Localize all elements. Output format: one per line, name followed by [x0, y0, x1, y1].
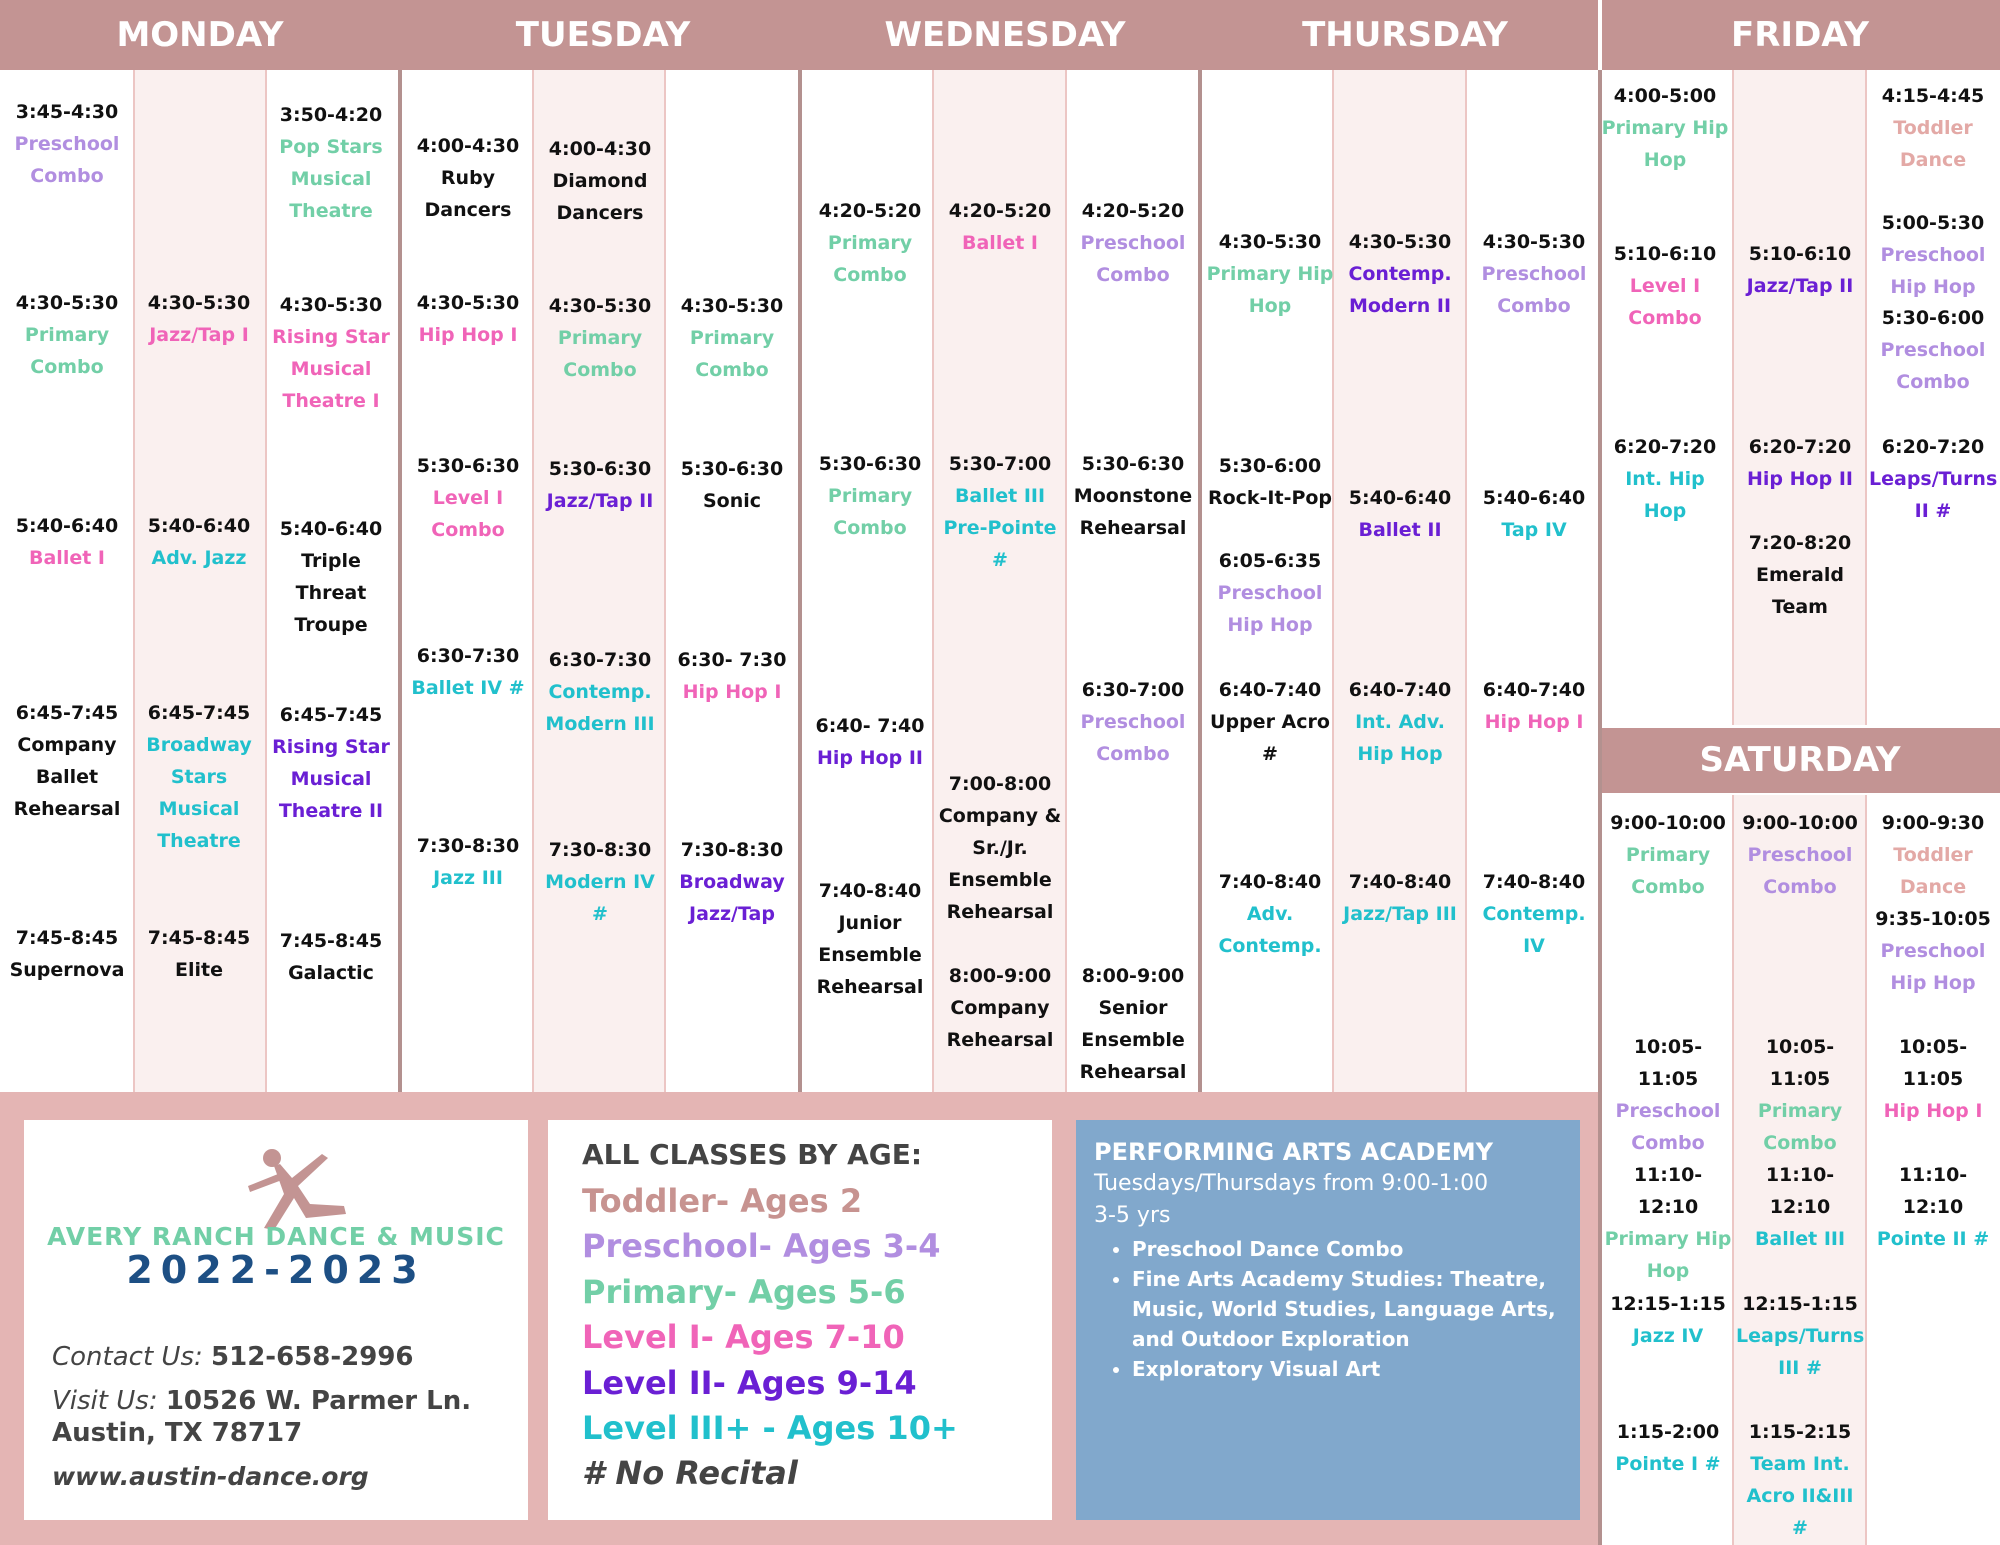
class-cell	[1869, 431, 1997, 527]
class-name: Preschool Combo	[1615, 1100, 1721, 1154]
class-name: Ballet IV #	[411, 677, 525, 699]
class-cell	[404, 830, 532, 894]
class-name: Jazz IV	[1632, 1325, 1704, 1347]
class-name: Int. Hip Hop	[1625, 468, 1705, 522]
class-time: 5:40-6:40	[279, 518, 383, 540]
class-cell	[536, 133, 664, 229]
class-time: 4:30-5:30	[1348, 231, 1452, 253]
class-time: 11:10-12:10	[1633, 1164, 1703, 1218]
day-separator	[798, 70, 802, 1092]
class-cell	[1736, 238, 1864, 302]
class-cell	[1470, 866, 1598, 962]
class-name: Upper Acro #	[1210, 711, 1330, 765]
class-time: 5:30-6:30	[548, 458, 652, 480]
class-name: Company & Sr./Jr. Ensemble Rehearsal	[938, 805, 1062, 923]
class-time: 7:45-8:45	[279, 930, 383, 952]
visit-label: Visit Us:	[52, 1386, 158, 1416]
class-time: 5:00-5:30	[1881, 212, 1985, 234]
class-cell	[404, 640, 532, 704]
class-name: Moonstone Rehearsal	[1073, 485, 1193, 539]
class-name: Tap IV	[1501, 519, 1567, 541]
class-name: Hip Hop I	[1484, 711, 1584, 733]
contact-label: Contact Us:	[52, 1342, 203, 1372]
class-time: 6:40-7:40	[1482, 679, 1586, 701]
class-name: Senior Ensemble Rehearsal	[1079, 997, 1187, 1083]
class-cell	[1336, 226, 1464, 322]
age-primary: Primary- Ages 5-6	[582, 1273, 906, 1311]
class-time: 12:15-1:15	[1742, 1293, 1858, 1315]
class-cell	[668, 453, 796, 517]
class-cell	[137, 287, 262, 351]
class-name: Pointe II #	[1876, 1228, 1990, 1250]
academy-title: PERFORMING ARTS ACADEMY	[1094, 1138, 1494, 1166]
grid-line	[1865, 795, 1867, 1545]
class-name: Primary Combo	[1625, 844, 1711, 898]
class-name: Preschool Hip Hop	[1880, 244, 1986, 298]
grid-line	[1865, 70, 1867, 725]
studio-name: AVERY RANCH DANCE & MUSIC	[47, 1222, 505, 1251]
class-cell	[806, 875, 934, 1003]
class-name: Elite	[175, 959, 223, 981]
class-name: Sonic	[702, 490, 762, 512]
class-time: 6:05-6:35	[1218, 550, 1322, 572]
class-name: Preschool Combo	[14, 133, 120, 187]
academy-item: • Preschool Dance Combo	[1132, 1234, 1562, 1264]
class-name: Toddler Dance	[1893, 844, 1973, 898]
class-time: 5:30-6:30	[680, 458, 784, 480]
header-friday: FRIDAY	[1731, 15, 1869, 55]
class-time: 6:40- 7:40	[815, 715, 925, 737]
class-cell	[668, 290, 796, 386]
class-cell	[806, 448, 934, 544]
academy-schedule: Tuesdays/Thursdays from 9:00-1:00	[1094, 1171, 1489, 1196]
class-name: Pointe I #	[1615, 1453, 1721, 1475]
age-legend-box	[548, 1120, 1052, 1520]
class-time: 8:00-9:00	[948, 965, 1052, 987]
class-time: 1:15-2:00	[1616, 1421, 1720, 1443]
class-name: Supernova	[9, 959, 125, 981]
class-cell	[1206, 866, 1334, 962]
class-time: 7:45-8:45	[15, 927, 119, 949]
class-name: Hip Hop I	[1883, 1100, 1983, 1122]
age-level2: Level II- Ages 9-14	[582, 1364, 917, 1402]
age-preschool: Preschool- Ages 3-4	[582, 1227, 941, 1265]
class-cell	[806, 710, 934, 774]
class-name: Diamond Dancers	[552, 170, 648, 224]
class-time: 6:20-7:20	[1613, 436, 1717, 458]
class-time: 4:30-5:30	[1482, 231, 1586, 253]
age-level1: Level I- Ages 7-10	[582, 1318, 905, 1356]
class-cell	[1601, 80, 1729, 176]
class-cell	[536, 290, 664, 386]
class-cell	[269, 99, 394, 227]
age-toddler: Toddler- Ages 2	[582, 1182, 863, 1220]
class-cell	[1736, 527, 1864, 623]
class-cell	[1470, 482, 1598, 546]
class-cell	[1069, 674, 1197, 770]
class-cell	[137, 922, 262, 986]
class-name: Preschool Combo	[1880, 339, 1986, 393]
class-time: 3:50-4:20	[279, 104, 383, 126]
class-time: 9:00-9:30	[1881, 812, 1985, 834]
class-cell	[936, 195, 1064, 259]
header-monday: MONDAY	[116, 15, 284, 55]
class-time: 10:05-11:05	[1633, 1036, 1703, 1090]
class-name: Hip Hop I	[682, 681, 782, 703]
class-name: Jazz/Tap I	[149, 324, 249, 346]
class-time: 4:00-5:00	[1613, 85, 1717, 107]
grid-line	[265, 70, 267, 1092]
class-name: Ballet I	[962, 232, 1038, 254]
class-cell	[1736, 1416, 1864, 1544]
header-saturday: SATURDAY	[1699, 740, 1901, 780]
class-name: Ruby Dancers	[424, 167, 512, 221]
class-time: 7:30-8:30	[548, 839, 652, 861]
class-name: Leaps/Turns II #	[1869, 468, 1998, 522]
class-cell	[668, 834, 796, 930]
class-time: 6:30- 7:30	[677, 649, 787, 671]
class-name: Primary Hip Hop	[1601, 117, 1729, 171]
class-time: 6:30-7:30	[548, 649, 652, 671]
class-cell	[1604, 1031, 1732, 1159]
class-name: Primary Combo	[1757, 1100, 1843, 1154]
class-cell	[668, 644, 796, 708]
class-cell	[404, 287, 532, 351]
class-cell	[1206, 226, 1334, 322]
class-cell	[936, 448, 1064, 576]
class-name: Primary Combo	[689, 327, 775, 381]
class-cell	[137, 510, 262, 574]
class-cell	[1206, 450, 1334, 514]
academy-ages: 3-5 yrs	[1094, 1203, 1171, 1228]
thursday-column-2	[1333, 70, 1466, 1092]
class-time: 5:30-6:00	[1218, 455, 1322, 477]
class-time: 4:20-5:20	[818, 200, 922, 222]
class-time: 9:35-10:05	[1875, 908, 1991, 930]
header-tuesday: TUESDAY	[515, 15, 691, 55]
class-name: Int. Adv. Hip Hop	[1355, 711, 1445, 765]
class-name: Contemp. Modern II	[1348, 263, 1452, 317]
class-name: Level I Combo	[1628, 275, 1702, 329]
class-cell	[269, 513, 394, 641]
class-name: Primary Combo	[827, 485, 913, 539]
class-cell	[1869, 302, 1997, 398]
class-time: 5:30-6:00	[1881, 307, 1985, 329]
grid-line	[1065, 70, 1067, 1092]
class-time: 7:40-8:40	[1348, 871, 1452, 893]
class-name: Jazz/Tap III	[1343, 903, 1457, 925]
class-cell	[404, 130, 532, 226]
class-cell	[404, 450, 532, 546]
no-recital-note: # No Recital	[582, 1454, 798, 1492]
class-cell	[1736, 1288, 1864, 1384]
class-name: Rising Star Musical Theatre II	[272, 736, 390, 822]
class-time: 5:30-6:30	[416, 455, 520, 477]
grid-line	[1732, 795, 1734, 1545]
class-cell	[1336, 482, 1464, 546]
academy-item: • Fine Arts Academy Studies: Theatre, Music, World Studies, Language Arts, and Outdoor Exploration	[1132, 1264, 1562, 1354]
class-time: 6:30-7:30	[416, 645, 520, 667]
season-year: 2022-2023	[126, 1248, 426, 1292]
phone-number[interactable]: 512-658-2996	[211, 1342, 414, 1372]
class-name: Contemp. Modern III	[545, 681, 655, 735]
class-cell	[137, 697, 262, 857]
contact-line	[52, 1342, 414, 1372]
class-name: Pop Stars Musical Theatre	[279, 136, 383, 222]
class-cell	[5, 510, 130, 574]
grid-line	[133, 70, 135, 1092]
class-time: 8:00-9:00	[1081, 965, 1185, 987]
class-time: 5:40-6:40	[1348, 487, 1452, 509]
class-name: Contemp. IV	[1482, 903, 1586, 957]
class-time: 1:15-2:15	[1748, 1421, 1852, 1443]
class-time: 10:05-11:05	[1898, 1036, 1968, 1090]
class-cell	[536, 834, 664, 930]
class-cell	[1736, 1159, 1864, 1255]
class-name: Ballet III Pre-Pointe #	[943, 485, 1057, 571]
class-cell	[5, 96, 130, 192]
class-name: Jazz/Tap II	[1746, 275, 1854, 297]
class-cell	[1869, 807, 1997, 903]
class-name: Adv. Jazz	[151, 547, 247, 569]
studio-info-box	[24, 1120, 528, 1520]
class-name: Broadway Stars Musical Theatre	[146, 734, 252, 852]
class-name: Modern IV #	[545, 871, 655, 925]
class-name: Company Ballet Rehearsal	[13, 734, 121, 820]
academy-item: • Exploratory Visual Art	[1132, 1354, 1562, 1384]
class-name: Galactic	[288, 962, 374, 984]
header-wednesday: WEDNESDAY	[884, 15, 1126, 55]
class-cell	[1869, 80, 1997, 176]
class-name: Preschool Hip Hop	[1880, 940, 1986, 994]
class-name: Ballet III	[1754, 1228, 1846, 1250]
class-time: 5:30-6:30	[818, 453, 922, 475]
class-time: 7:40-8:40	[818, 880, 922, 902]
class-cell	[1470, 674, 1598, 738]
class-time: 5:30-7:00	[948, 453, 1052, 475]
class-time: 11:10-12:10	[1765, 1164, 1835, 1218]
class-name: Ballet I	[29, 547, 105, 569]
class-name: Hip Hop I	[418, 324, 518, 346]
class-name: Jazz/Tap II	[546, 490, 654, 512]
class-cell	[936, 768, 1064, 928]
class-cell	[1206, 674, 1334, 770]
class-time: 7:20-8:20	[1748, 532, 1852, 554]
class-name: Team Int. Acro II&III #	[1746, 1453, 1854, 1539]
class-name: Preschool Hip Hop	[1217, 582, 1323, 636]
academy-box	[1076, 1120, 1580, 1520]
class-time: 7:30-8:30	[416, 835, 520, 857]
class-name: Rock-It-Pop	[1207, 487, 1333, 509]
class-time: 4:00-4:30	[548, 138, 652, 160]
class-cell	[5, 922, 130, 986]
class-time: 4:15-4:45	[1881, 85, 1985, 107]
address-line-2: Austin, TX 78717	[52, 1418, 303, 1448]
class-cell	[1069, 195, 1197, 291]
class-cell	[269, 925, 394, 989]
class-time: 5:40-6:40	[147, 515, 251, 537]
class-name: Primary Combo	[557, 327, 643, 381]
class-cell	[1604, 1416, 1732, 1480]
class-time: 6:45-7:45	[279, 704, 383, 726]
class-name: Primary Combo	[24, 324, 110, 378]
class-time: 4:30-5:30	[147, 292, 251, 314]
class-cell	[1736, 431, 1864, 495]
day-separator	[1198, 70, 1202, 1092]
header-thursday: THURSDAY	[1302, 15, 1508, 55]
class-name: Primary Combo	[827, 232, 913, 286]
class-cell	[1206, 545, 1334, 641]
class-time: 11:10-12:10	[1898, 1164, 1968, 1218]
class-time: 7:45-8:45	[147, 927, 251, 949]
friday-column-2	[1733, 70, 1866, 725]
class-time: 7:30-8:30	[680, 839, 784, 861]
class-cell	[536, 644, 664, 740]
class-name: Adv. Contemp.	[1218, 903, 1322, 957]
class-cell	[1869, 1031, 1997, 1127]
class-time: 4:20-5:20	[948, 200, 1052, 222]
grid-line	[1465, 70, 1467, 1092]
class-cell	[936, 960, 1064, 1056]
class-cell	[1869, 207, 1997, 303]
class-time: 6:40-7:40	[1218, 679, 1322, 701]
class-time: 7:00-8:00	[948, 773, 1052, 795]
class-cell	[269, 289, 394, 417]
class-cell	[1604, 1288, 1732, 1352]
class-cell	[1336, 866, 1464, 930]
class-cell	[1069, 448, 1197, 544]
class-time: 4:30-5:30	[416, 292, 520, 314]
class-name: Junior Ensemble Rehearsal	[816, 912, 924, 998]
class-name: Leaps/Turns III #	[1736, 1325, 1865, 1379]
class-name: Level I Combo	[431, 487, 505, 541]
grid-line	[532, 70, 534, 1092]
age-level3: Level III+ - Ages 10+	[582, 1409, 958, 1447]
grid-line	[664, 70, 666, 1092]
class-time: 6:20-7:20	[1748, 436, 1852, 458]
class-time: 6:40-7:40	[1348, 679, 1452, 701]
academy-list	[1132, 1234, 1562, 1384]
day-separator	[398, 70, 402, 1092]
class-time: 5:30-6:30	[1081, 453, 1185, 475]
class-name: Broadway Jazz/Tap	[679, 871, 785, 925]
class-time: 12:15-1:15	[1610, 1293, 1726, 1315]
class-cell	[1604, 807, 1732, 903]
class-cell	[5, 697, 130, 825]
class-time: 4:30-5:30	[15, 292, 119, 314]
class-cell	[1736, 807, 1864, 903]
age-legend-title: ALL CLASSES BY AGE:	[582, 1138, 923, 1171]
class-name: Hip Hop II	[817, 747, 923, 769]
class-time: 4:20-5:20	[1081, 200, 1185, 222]
class-time: 6:20-7:20	[1881, 436, 1985, 458]
class-name: Hip Hop II	[1747, 468, 1853, 490]
class-name: Triple Threat Troupe	[294, 550, 368, 636]
class-cell	[536, 453, 664, 517]
class-name: Jazz III	[433, 867, 503, 889]
class-time: 4:00-4:30	[416, 135, 520, 157]
class-cell	[1336, 674, 1464, 770]
class-cell	[1470, 226, 1598, 322]
class-time: 7:40-8:40	[1218, 871, 1322, 893]
class-time: 4:30-5:30	[279, 294, 383, 316]
class-time: 9:00-10:00	[1610, 812, 1726, 834]
class-time: 7:40-8:40	[1482, 871, 1586, 893]
class-name: Preschool Combo	[1747, 844, 1853, 898]
class-time: 3:45-4:30	[15, 101, 119, 123]
class-time: 6:45-7:45	[147, 702, 251, 724]
class-name: Preschool Combo	[1080, 711, 1186, 765]
address-line-1: 10526 W. Parmer Ln.	[165, 1386, 472, 1416]
class-name: Preschool Combo	[1481, 263, 1587, 317]
class-cell	[1069, 960, 1197, 1088]
class-name: Rising Star Musical Theatre I	[272, 326, 390, 412]
class-name: Primary Hip Hop	[1206, 263, 1334, 317]
class-cell	[1601, 431, 1729, 527]
class-cell	[5, 287, 130, 383]
class-name: Preschool Combo	[1080, 232, 1186, 286]
website-link[interactable]: www.austin-dance.org	[52, 1462, 369, 1491]
class-cell	[1869, 903, 1997, 999]
class-name: Company Rehearsal	[946, 997, 1054, 1051]
class-time: 5:10-6:10	[1748, 243, 1852, 265]
class-time: 5:40-6:40	[15, 515, 119, 537]
class-cell	[1736, 1031, 1864, 1159]
class-time: 6:45-7:45	[15, 702, 119, 724]
grid-line	[1732, 70, 1734, 725]
class-time: 5:10-6:10	[1613, 243, 1717, 265]
class-time: 9:00-10:00	[1742, 812, 1858, 834]
class-time: 10:05-11:05	[1765, 1036, 1835, 1090]
class-cell	[1604, 1159, 1732, 1287]
visit-line	[52, 1386, 471, 1416]
class-time: 4:30-5:30	[680, 295, 784, 317]
class-name: Toddler Dance	[1893, 117, 1973, 171]
class-name: Ballet II	[1358, 519, 1442, 541]
class-time: 6:30-7:00	[1081, 679, 1185, 701]
class-name: Primary Hip Hop	[1604, 1228, 1732, 1282]
class-time: 4:30-5:30	[1218, 231, 1322, 253]
class-time: 4:30-5:30	[548, 295, 652, 317]
class-name: Emerald Team	[1756, 564, 1844, 618]
class-time: 5:40-6:40	[1482, 487, 1586, 509]
class-cell	[1601, 238, 1729, 334]
class-cell	[806, 195, 934, 291]
class-cell	[1869, 1159, 1997, 1255]
class-cell	[269, 699, 394, 827]
